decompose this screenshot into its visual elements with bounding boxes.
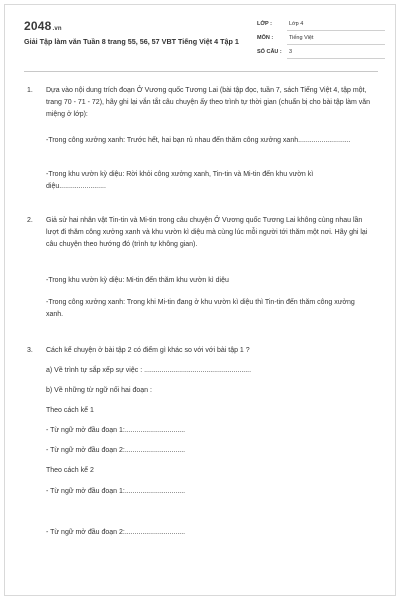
- meta-key-subject: MÔN :: [257, 35, 274, 41]
- answer-line: -Trong khu vườn kỳ diệu: Mi-tin đến thăm khu vườn kì diệu: [46, 277, 229, 284]
- meta-key-grade: LỚP :: [257, 21, 272, 27]
- meta-value-grade: Lớp 4: [287, 21, 385, 31]
- answer-line: -Trong công xưởng xanh: Trước hết, hai bạn rủ nhau đến thăm công xưởng xanh...........................: [46, 137, 351, 144]
- answer-line: -Trong công xưởng xanh: Trong khi Mi-tin đang ở khu vườn kì diệu thì Tin-tin đến thăm công xưởng xanh.: [46, 299, 355, 318]
- question-number: 3.: [27, 347, 33, 354]
- worksheet-header: [5, 5, 395, 69]
- answer-line: - Từ ngữ mở đầu đoạn 2:...............................: [46, 447, 186, 454]
- answer-line: - Từ ngữ mở đầu đoạn 1:...............................: [46, 488, 186, 495]
- worksheet-page: [4, 4, 396, 596]
- worksheet-title: Giải Tập làm văn Tuần 8 trang 55, 56, 57 VBT Tiếng Việt 4 Tập 1: [24, 37, 239, 46]
- answer-line: - Từ ngữ mở đầu đoạn 2:...............................: [46, 529, 186, 536]
- logo-tld: .vn: [52, 26, 62, 32]
- meta-row-grade: [257, 21, 385, 35]
- question-text: Giả sử hai nhân vật Tin-tin và Mi-tin trong câu chuyện Ở Vương quốc Tương Lai không cùng nhau lần lượt đi thăm công xưởng xanh và khu vườn kì diệu mà cùng lúc mỗi người tới thăm một nơi. Hãy ghi lại câu chuyện theo hướng đó (trình tự không gian).: [46, 217, 368, 248]
- question-number: 2.: [27, 217, 33, 224]
- logo-main: 2048: [24, 19, 52, 33]
- question-number: 1.: [27, 87, 33, 94]
- meta-row-subject: [257, 35, 385, 49]
- site-logo[interactable]: [24, 19, 62, 33]
- question-text: Cách kể chuyện ở bài tập 2 có điểm gì khác so với với bài tập 1 ?: [46, 347, 250, 354]
- meta-value-count: 3: [287, 49, 385, 59]
- header-divider: [24, 71, 378, 72]
- meta-row-count: [257, 49, 385, 63]
- meta-value-subject: Tiếng Việt: [287, 35, 385, 45]
- answer-line: a) Về trình tự sắp xếp sự việc : .......................................................: [46, 367, 252, 374]
- answer-line: Theo cách kể 2: [46, 467, 94, 474]
- meta-key-count: SỐ CÂU :: [257, 49, 282, 55]
- answer-line: Theo cách kể 1: [46, 407, 94, 414]
- question-text: Dựa vào nội dung trích đoạn Ở Vương quốc Tương Lai (bài tập đọc, tuần 7, sách Tiếng Việt 4, tập một, trang 70 - 71 - 72), hãy ghi lại vắn tắt câu chuyện ấy theo trình tự thời gian (chuẩn bị cho bài tập làm văn miệng ở lớp):: [46, 87, 371, 118]
- answer-line: -Trong khu vườn kỳ diệu: Rời khỏi công xưởng xanh, Tin-tin và Mi-tin đến khu vườn kì diệu........................: [46, 171, 314, 190]
- meta-info: [257, 21, 385, 63]
- answer-line: b) Về những từ ngữ nối hai đoạn :: [46, 387, 152, 394]
- answer-line: - Từ ngữ mở đầu đoạn 1:...............................: [46, 427, 186, 434]
